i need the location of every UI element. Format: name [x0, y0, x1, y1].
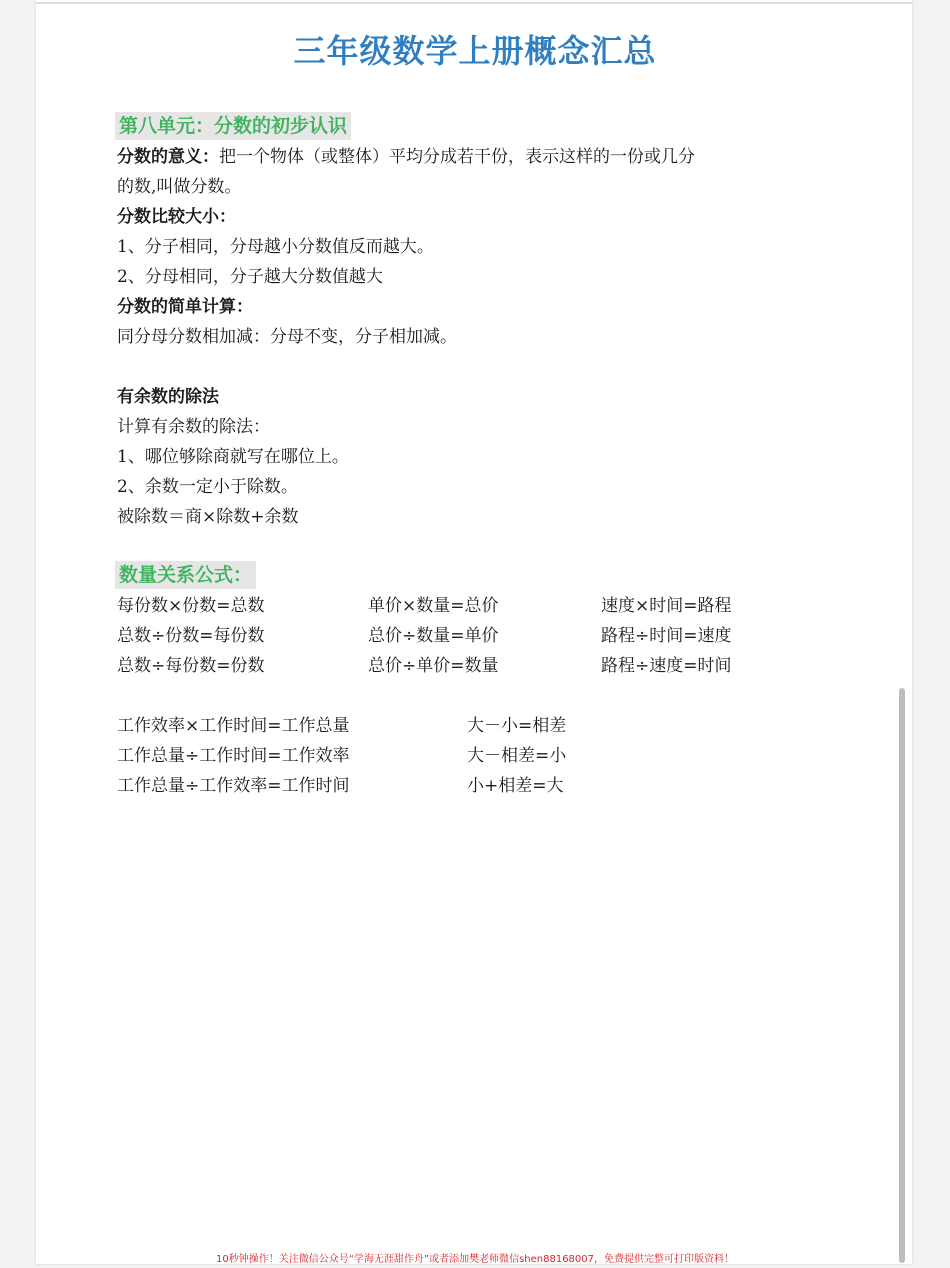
formula-cell: 总数÷每份数=份数 [117, 656, 265, 676]
formula-cell: 速度×时间=路程 [601, 596, 732, 616]
formula-cell: 单价×数量=总价 [368, 596, 499, 616]
fraction-calc-label: 分数的简单计算： [117, 297, 253, 317]
footer-notice: 10秒钟操作！关注微信公众号“学海无涯甜作舟”或者添加樊老师微信shen88168007，免费提供完整可打印版资料！ [215, 1254, 735, 1265]
remainder-formula: 被除数＝商×除数+余数 [117, 507, 299, 527]
remainder-heading: 有余数的除法 [117, 387, 219, 407]
formula-cell: 路程÷时间=速度 [601, 626, 732, 646]
difference-formula: 小+相差=大 [467, 776, 564, 796]
formula-cell: 总价÷单价=数量 [368, 656, 499, 676]
remainder-line-2: 1、哪位够除商就写在哪位上。 [117, 447, 349, 467]
fraction-meaning-cont: 的数,叫做分数。 [117, 177, 242, 197]
formula-cell: 每份数×份数=总数 [117, 596, 265, 616]
fraction-calc-text: 同分母分数相加减：分母不变，分子相加减。 [117, 327, 457, 347]
vertical-scrollbar[interactable] [899, 688, 905, 1263]
top-divider [36, 2, 912, 4]
fraction-compare-label: 分数比较大小： [117, 207, 236, 227]
formulas-heading: 数量关系公式： [115, 561, 256, 589]
remainder-line-3: 2、余数一定小于除数。 [117, 477, 298, 497]
difference-formula: 大－相差=小 [467, 746, 567, 766]
fraction-meaning-label: 分数的意义： [117, 147, 219, 167]
unit8-heading: 第八单元：分数的初步认识 [115, 112, 351, 140]
formula-cell: 总价÷数量=单价 [368, 626, 499, 646]
work-formula: 工作效率×工作时间=工作总量 [117, 716, 350, 736]
page-title: 三年级数学上册概念汇总 [293, 32, 657, 70]
formula-cell: 总数÷份数=每份数 [117, 626, 265, 646]
work-formula: 工作总量÷工作效率=工作时间 [117, 776, 350, 796]
remainder-line-1: 计算有余数的除法： [117, 417, 270, 437]
fraction-meaning [117, 146, 695, 168]
fraction-compare-rule-2: 2、分母相同，分子越大分数值越大 [117, 267, 383, 287]
formula-cell: 路程÷速度=时间 [601, 656, 732, 676]
fraction-meaning-text: 把一个物体（或整体）平均分成若干份，表示这样的一份或几分 [219, 147, 695, 167]
work-formula: 工作总量÷工作时间=工作效率 [117, 746, 350, 766]
difference-formula: 大－小=相差 [467, 716, 567, 736]
fraction-compare-rule-1: 1、分子相同，分母越小分数值反而越大。 [117, 237, 434, 257]
